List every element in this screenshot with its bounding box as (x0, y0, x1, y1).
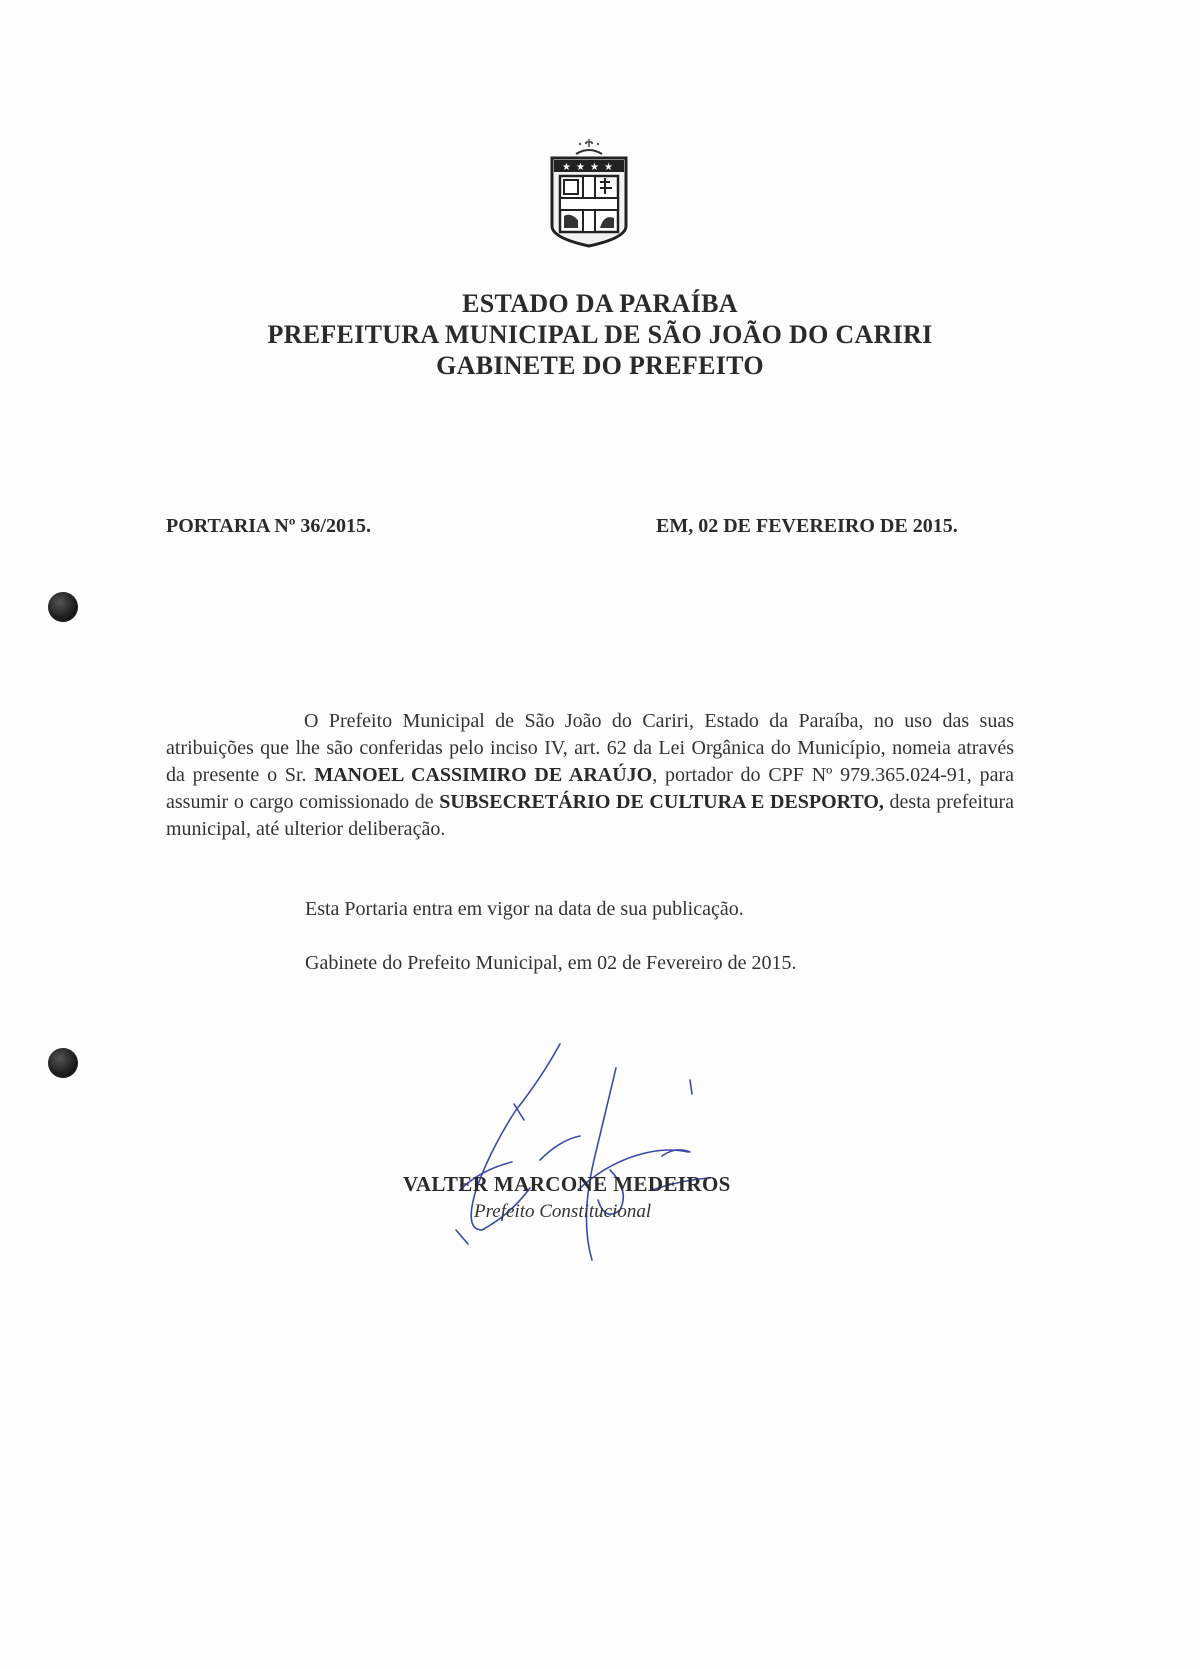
office-name: GABINETE DO PREFEITO (436, 351, 764, 380)
effective-clause: Esta Portaria entra em vigor na data de sua publicação. (305, 898, 744, 920)
svg-text:★: ★ (576, 162, 585, 173)
municipality-name: PREFEITURA MUNICIPAL DE SÃO JOÃO DO CARIRI (267, 320, 933, 349)
letterhead (0, 288, 1200, 381)
svg-text:★: ★ (562, 162, 571, 173)
state-name: ESTADO DA PARAÍBA (462, 289, 738, 318)
handwritten-signature (420, 1040, 760, 1270)
portaria-number: PORTARIA Nº 36/2015. (166, 515, 371, 537)
appointee-name: MANOEL CASSIMIRO DE ARAÚJO (314, 764, 653, 786)
document-date: EM, 02 DE FEVEREIRO DE 2015. (656, 515, 958, 537)
paragraph-text-part-2: , portador do CPF Nº 979.365.024-91, para assumir o cargo comissionado de (166, 764, 1015, 813)
signer-name: VALTER MARCONE MEDEIROS (403, 1172, 731, 1196)
closing-clause: Gabinete do Prefeito Municipal, em 02 de Fevereiro de 2015. (305, 952, 797, 974)
appointment-paragraph (166, 708, 1014, 843)
svg-text:★: ★ (590, 162, 599, 173)
punch-hole-icon (48, 592, 78, 622)
svg-text:★: ★ (604, 162, 613, 173)
paragraph-text-part-1: O Prefeito Municipal de São João do Cariri, Estado da Paraíba, no uso das suas atribuições que lhe são conferidas pelo inciso IV, art. 62 da Lei Orgânica do Município, nomeia através da presente o Sr. (166, 710, 1014, 786)
punch-hole-icon (48, 1048, 78, 1078)
paragraph-text-part-3: desta prefeitura municipal, até ulterior deliberação. (166, 791, 1014, 840)
signer-title: Prefeito Constitucional (474, 1201, 652, 1222)
municipal-coat-of-arms-icon (548, 138, 630, 250)
appointed-position: SUBSECRETÁRIO DE CULTURA E DESPORTO, (439, 791, 884, 813)
